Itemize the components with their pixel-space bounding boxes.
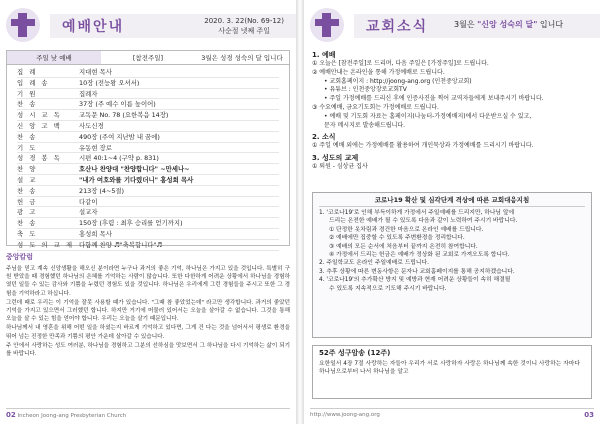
- guideline-item: 수 있도록 지속적으로 기도해 주시기 바랍니다.: [329, 285, 447, 292]
- guideline-item: 3. 추후 상황에 따른 변동사항은 문자나 교회홈페이지를 통해 공지하겠습니다.: [319, 268, 515, 275]
- worship-row: [17, 153, 279, 164]
- row-value: 유동현 장로: [79, 143, 112, 152]
- row-value: 집례자: [79, 89, 98, 98]
- guideline-item: ③ 예배의 모든 순서에 처음부터 끝까지 온전히 참여합니다.: [329, 243, 478, 250]
- section-item: ② 예배안내는 온라인을 통해 가정예배로 드립니다.: [312, 68, 445, 76]
- row-value: 490장 (주여 지난밤 내 꿈에): [79, 132, 160, 141]
- footer-url: http://www.joong-ang.org: [310, 411, 380, 418]
- guideline-items: [319, 209, 585, 293]
- section-item: • 교회홈페이지 : http://joong-ang.org (인천중앙교회): [324, 77, 472, 85]
- row-value: 다함께 찬양 ♬"축복합니다"♬: [79, 240, 163, 249]
- section-item: ③ 수요예배, 금요기도회는 가정예배로 드립니다.: [312, 103, 439, 111]
- worship-row: [17, 99, 279, 110]
- tab-theme: [참전주일]: [132, 54, 164, 62]
- row-key: 기 도: [17, 143, 38, 152]
- section-item: • 예배 및 기도회 자료는 홈페이지(나눔터-가정예배지)에서 다운받으실 수 있고,: [324, 112, 532, 120]
- worship-row: [17, 197, 279, 208]
- section-item: ① 오늘은 [참전주일]로 드리며, 다음 주일은 [가정주일]로 드립니다.: [312, 60, 489, 67]
- row-key: 헌 금: [17, 197, 38, 206]
- row-key: 찬 송: [17, 132, 38, 141]
- row-value: 150장 (후렴 : 최후 승리를 얻기까지): [79, 219, 183, 228]
- page-number: 02: [6, 410, 16, 419]
- page-title: 예배안내: [62, 19, 125, 35]
- worship-tabs: [7, 51, 289, 65]
- section-heading: 1. 예배: [312, 51, 336, 59]
- column-paragraph: 주 안에서 사랑하는 성도 여러분, 하나님을 경험하고 그분의 선하심을 맛보면서 그 하나님을 다시 기억하는 삶이 되기를 바랍니다.: [6, 342, 290, 358]
- row-value: 다같이: [79, 197, 98, 206]
- row-value: 10장 (전능왕 오셔서): [79, 78, 140, 87]
- row-key: 설 교: [17, 175, 38, 184]
- row-key: 입 례 송: [17, 78, 50, 87]
- row-value: 지대현 목사: [79, 68, 112, 76]
- section-heading: 2. 소식: [312, 133, 336, 142]
- worship-row: [17, 121, 279, 132]
- worship-row: [17, 218, 279, 229]
- section-item: • 주일 가정예배를 드리신 후에 인증사진을 찍어 교역자들에게 보내주시기 바랍니다.: [324, 95, 544, 103]
- row-value: 213장 (4~5절): [79, 186, 125, 195]
- row-value: 홍성희 목사: [79, 229, 112, 238]
- row-key: 찬 송: [17, 219, 38, 228]
- guideline-title: 코로나19 확산 및 심각단계 격상에 따른 교회대응지침: [319, 193, 585, 207]
- worship-row: [17, 207, 279, 218]
- guideline-item: 4. '코로나19'의 추가확산 방지 및 예방과 현재 어려운 상황들이 속히 해결될: [319, 277, 511, 284]
- row-value: 설교자: [79, 208, 98, 217]
- guideline-item: ④ 가정에서 드리는 헌금은 예배가 정상화 된 교회로 가져오도록 합니다.: [329, 252, 510, 259]
- row-key: 기 원: [17, 89, 38, 98]
- right-footer: [310, 408, 594, 420]
- date-line: 2020. 3. 22(No. 69-12): [204, 17, 284, 25]
- tab-service: 주일 낮 예배: [7, 51, 101, 64]
- page-spine: [296, 0, 304, 424]
- date-meta: [204, 16, 284, 36]
- worship-row: [17, 110, 279, 121]
- subtitle-suffix: 입니다: [539, 20, 564, 29]
- memory-verse-box: [312, 345, 592, 399]
- row-key: 성 경 봉 독: [17, 154, 62, 163]
- left-page: [0, 0, 296, 424]
- covid-guideline-box: [312, 192, 592, 338]
- left-footer: [6, 408, 290, 420]
- week-line: 사순절 넷째 주일: [218, 27, 271, 35]
- row-value: 호산나 찬양대 "찬양합니다" ~만세나~: [79, 165, 190, 174]
- guideline-item: 2. 주일학교도 온라인 주일예배로 드립니다.: [319, 260, 429, 267]
- row-key: 찬 양: [17, 165, 38, 174]
- row-key: 성 시 교 독: [17, 111, 62, 120]
- row-key: 성 도 의 교 제: [17, 240, 74, 249]
- subtitle-prefix: 3월은: [454, 20, 475, 29]
- worship-row: [17, 89, 279, 100]
- column-paragraph: 하나님께서 내 영혼을 위해 어떤 일을 하셨는지 바르게 기억하고 있다면, 그게 건 다는 것을 넘어서서 평생로 환경을 뛰어 넘는 진정한 만족과 기쁨의 평안 가운데 살아갈 수 있습니다.: [6, 325, 290, 340]
- section-item: ① 주일 예배 외에는 가정예배를 활용하여 개인묵상과 가정예배를 드리시기 바랍니다.: [312, 142, 534, 150]
- column-paragraph: 주님을 믿고 계속 신앙생활을 해오신 분이라면 누구나 과거의 좋은 기억, 하나님은 가지고 있을 것입니다. 특별히 구원 받았을 때 경험했던 하나님의 은혜를 기억하는 사람이 많습니다. 또한 다한하게 어려운 상황에서 하나님을 경험하였던 일들 수 있는 감사와 기쁨을 누렸던 경험도 있을 것입니다. 하나님은 우리에게 그런 경험들을 주시고 또한 그 경험을 기억하라고 하십니다.: [6, 266, 290, 297]
- worship-row: [17, 132, 279, 143]
- row-value: "내가 여호와를 기다렸더니" 홍성희 목사: [79, 175, 194, 184]
- right-page: [304, 0, 600, 424]
- right-header: [304, 6, 600, 44]
- guideline-item: 1. '코로나19'로 인해 부득이하게 가정에서 주일예배를 드리지만, 하나님 앞에: [319, 210, 515, 216]
- row-key: 광 고: [17, 208, 38, 217]
- subtitle-quote: "신앙 성숙의 달": [477, 20, 538, 29]
- left-header: [0, 6, 296, 44]
- worship-row: [17, 186, 279, 197]
- memory-verse-text: 요한일서 4장 7절 사랑하는 자들아 우리가 서로 사랑하자 사랑은 하나님께 속한 것이니 사랑하는 자마다 하나님으로부터 나서 하나님을 알고: [319, 361, 580, 376]
- worship-row: [17, 175, 279, 186]
- column-paragraph: 그런데 때로 우리는 이 기억을 잘못 사용할 때가 있습니다. "그때 참 좋았었는데" 라고만 생각합니다. 과거의 좋았던 기억을 가지고 있으면서 그러했던 합니다. 하지만 거기에 머물러 있어서는 오늘을 살아갈 수 없습니다. 그것을 통해 오늘을 살 수 있는 힘을 얻어야 합니다. 우리는 오늘을 살기 때문입니다.: [6, 299, 290, 323]
- worship-row: [17, 240, 279, 251]
- row-value: 37장 (주 예수 이름 높이어): [79, 100, 156, 109]
- column-title: 중앙칼럼: [6, 253, 34, 261]
- section-item: ① 퇴원 - 심상균 집사: [312, 163, 368, 171]
- church-logo-icon: [6, 8, 40, 42]
- worship-row: [17, 229, 279, 240]
- section-item: • 유튜브 : 인천중앙장로교회TV: [324, 86, 407, 94]
- page-number: 03: [584, 410, 594, 419]
- church-logo-icon: [310, 8, 344, 42]
- worship-rows: [7, 65, 289, 253]
- row-value: 시편 40:1~4 (구약 p. 831): [79, 154, 159, 163]
- news-sections: [312, 48, 592, 172]
- row-value: 교독문 No. 78 (요한복음 14장): [79, 111, 169, 120]
- column-section: [6, 252, 290, 359]
- worship-row: [17, 78, 279, 89]
- month-theme: [454, 19, 563, 30]
- section-heading: 3. 성도의 교제: [312, 154, 359, 163]
- row-key: 집 례: [17, 68, 38, 76]
- guideline-item: 드리는 온전한 예배가 될 수 있도록 다음과 같이 노력하여 주시기 바랍니다.: [329, 218, 518, 225]
- row-value: 사도신경: [79, 121, 104, 130]
- row-key: 찬 송: [17, 100, 38, 109]
- row-key: 찬 송: [17, 186, 38, 195]
- tab-month: 3월은 성경 성숙의 달 입니다: [201, 54, 283, 62]
- column-body: [6, 265, 290, 358]
- row-key: 축 도: [17, 229, 38, 238]
- memory-verse-title: 52주 성구암송 (12주): [319, 349, 391, 357]
- page-title: 교회소식: [366, 19, 429, 35]
- guideline-item: ① 단정한 옷차림과 경건한 마음으로 온라인 예배를 드립니다.: [329, 226, 484, 233]
- worship-row: [17, 164, 279, 175]
- row-key: 신 앙 고 백: [17, 121, 62, 130]
- guideline-item: ② 예배에만 집중할 수 있도록 주변환경을 정리합니다.: [329, 235, 465, 242]
- section-item: 문자 메시지로 발송해드립니다.: [324, 121, 406, 129]
- worship-order-box: [6, 50, 290, 249]
- worship-row: [17, 67, 279, 78]
- footer-text: Incheon Joong-ang Presbyterian Church: [17, 412, 127, 419]
- worship-row: [17, 143, 279, 154]
